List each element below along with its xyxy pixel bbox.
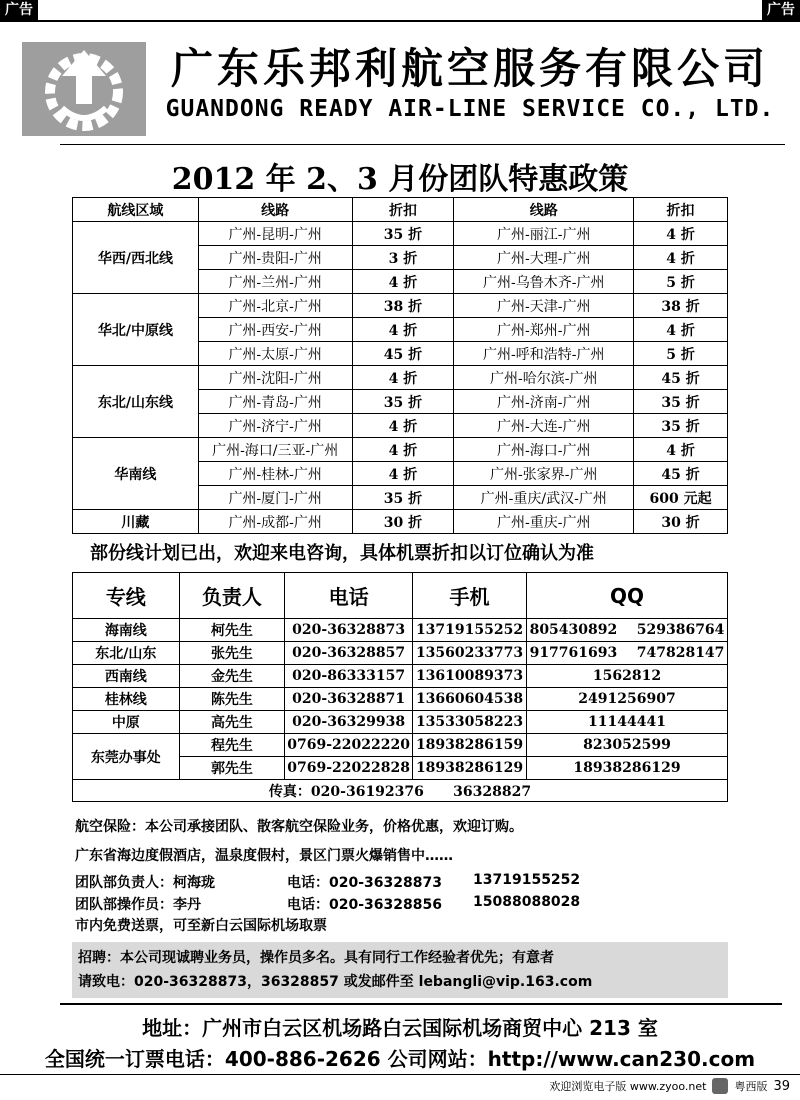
fax-cell: 传真：020-36192376 36328827 — [73, 780, 728, 802]
hotline-website: 全国统一订票电话：400-886-2626 公司网站：http://www.can230.com — [44, 1047, 756, 1071]
region-cell: 华北/中原线 — [73, 294, 199, 366]
route-cell: 广州-沈阳-广州 — [198, 366, 352, 390]
route-cell: 广州-天津-广州 — [454, 294, 634, 318]
header-route: 线路 — [454, 198, 634, 222]
phone-cell: 020-36329938 — [285, 711, 413, 734]
header-mobile: 手机 — [413, 573, 527, 619]
fare-table — [72, 197, 728, 534]
person-cell: 张先生 — [179, 642, 285, 665]
region-cell: 川藏 — [73, 510, 199, 534]
table-row — [73, 222, 728, 246]
discount-cell: 4 折 — [352, 270, 454, 294]
edition-label: 粤西版 — [734, 1080, 768, 1093]
discount-cell: 4 折 — [352, 366, 454, 390]
route-cell: 广州-大理-广州 — [454, 246, 634, 270]
table-row — [73, 294, 728, 318]
route-cell: 广州-丽江-广州 — [454, 222, 634, 246]
mobile-cell: 13660604538 — [413, 688, 527, 711]
table-row — [73, 642, 728, 665]
table-row — [73, 711, 728, 734]
line-cell: 桂林线 — [73, 688, 180, 711]
discount-cell: 4 折 — [352, 318, 454, 342]
dept-operator-line — [75, 894, 725, 914]
header-region: 航线区域 — [73, 198, 199, 222]
fare-table-header — [73, 198, 728, 222]
person-cell: 郭先生 — [179, 757, 285, 780]
route-cell: 广州-张家界-广州 — [454, 462, 634, 486]
policy-title: 2012 年 2、3 月份团队特惠政策 — [171, 162, 629, 197]
line-cell: 东北/山东 — [73, 642, 180, 665]
table-row — [73, 688, 728, 711]
route-cell: 广州-昆明-广州 — [198, 222, 352, 246]
insurance-text: 航空保险：本公司承接团队、散客航空保险业务，价格优惠，欢迎订购。 — [75, 819, 523, 835]
route-cell: 广州-兰州-广州 — [198, 270, 352, 294]
footer-divider — [60, 1003, 782, 1005]
edition-badge-icon — [712, 1078, 728, 1094]
discount-cell: 4 折 — [634, 318, 728, 342]
booking-notice: 部份线计划已出，欢迎来电咨询，具体机票折扣以订位确认为准 — [90, 543, 594, 564]
region-cell: 东北/山东线 — [73, 366, 199, 438]
table-row — [73, 665, 728, 688]
header-person: 负责人 — [179, 573, 285, 619]
route-cell: 广州-成都-广州 — [198, 510, 352, 534]
route-cell: 广州-厦门-广州 — [198, 486, 352, 510]
discount-cell: 4 折 — [634, 246, 728, 270]
fax-row — [73, 780, 728, 802]
header-qq: QQ — [527, 573, 728, 619]
region-cell: 华西/西北线 — [73, 222, 199, 294]
discount-cell: 5 折 — [634, 342, 728, 366]
phone-cell: 020-36328871 — [285, 688, 413, 711]
discount-cell: 45 折 — [634, 366, 728, 390]
route-cell: 广州-北京-广州 — [198, 294, 352, 318]
route-cell: 广州-呼和浩特-广州 — [454, 342, 634, 366]
contact-table — [72, 572, 728, 802]
discount-cell: 35 折 — [634, 414, 728, 438]
company-name-en: GUANDONG READY AIR-LINE SERVICE CO., LTD. — [165, 96, 775, 122]
phone-cell: 020-36328873 — [285, 619, 413, 642]
ad-label-left: 广告 — [0, 0, 38, 20]
mobile-cell: 13560233773 — [413, 642, 527, 665]
mobile-cell: 18938286129 — [413, 757, 527, 780]
mobile-cell: 13610089373 — [413, 665, 527, 688]
manager-phone: 电话：020-36328873 — [287, 875, 442, 891]
company-address: 地址：广州市白云区机场路白云国际机场商贸中心 213 室 — [142, 1016, 658, 1040]
table-row — [73, 734, 728, 757]
page-footer — [549, 1078, 790, 1094]
header-phone: 电话 — [285, 573, 413, 619]
discount-cell: 4 折 — [634, 438, 728, 462]
route-cell: 广州-大连-广州 — [454, 414, 634, 438]
route-cell: 广州-贵阳-广州 — [198, 246, 352, 270]
qq-cell: 2491256907 — [527, 688, 728, 711]
mobile-cell: 13719155252 — [413, 619, 527, 642]
table-row — [73, 510, 728, 534]
header-discount: 折扣 — [352, 198, 454, 222]
discount-cell: 5 折 — [634, 270, 728, 294]
delivery-text: 市内免费送票，可至新白云国际机场取票 — [75, 918, 327, 934]
discount-cell: 35 折 — [352, 222, 454, 246]
operator-label: 团队部操作员：李丹 — [75, 897, 201, 913]
footer-text: 欢迎浏览电子版 www.zyoo.net — [549, 1080, 707, 1093]
ad-label-right: 广告 — [762, 0, 800, 20]
table-row — [73, 438, 728, 462]
recruit-line-1: 招聘：本公司现诚聘业务员，操作员多名。具有同行工作经验者优先；有意者 — [78, 950, 554, 966]
company-logo — [22, 42, 146, 136]
route-cell: 广州-青岛-广州 — [198, 390, 352, 414]
route-cell: 广州-郑州-广州 — [454, 318, 634, 342]
person-cell: 程先生 — [179, 734, 285, 757]
route-cell: 广州-哈尔滨-广州 — [454, 366, 634, 390]
region-cell: 华南线 — [73, 438, 199, 510]
route-cell: 广州-海口-广州 — [454, 438, 634, 462]
resort-text: 广东省海边度假酒店，温泉度假村，景区门票火爆销售中…… — [75, 848, 453, 864]
phone-cell: 0769-22022220 — [285, 734, 413, 757]
route-cell: 广州-重庆/武汉-广州 — [454, 486, 634, 510]
phone-cell: 0769-22022828 — [285, 757, 413, 780]
qq-cell: 823052599 — [527, 734, 728, 757]
line-cell: 东莞办事处 — [73, 734, 180, 780]
route-cell: 广州-桂林-广州 — [198, 462, 352, 486]
person-cell: 柯先生 — [179, 619, 285, 642]
discount-cell: 30 折 — [634, 510, 728, 534]
qq-cell: 805430892 529386764 — [527, 619, 728, 642]
discount-cell: 600 元起 — [634, 486, 728, 510]
phone-cell: 020-36328857 — [285, 642, 413, 665]
contact-table-header — [73, 573, 728, 619]
discount-cell: 45 折 — [634, 462, 728, 486]
manager-label: 团队部负责人：柯海珑 — [75, 875, 215, 891]
mobile-cell: 13533058223 — [413, 711, 527, 734]
discount-cell: 45 折 — [352, 342, 454, 366]
discount-cell: 35 折 — [352, 486, 454, 510]
qq-cell: 11144441 — [527, 711, 728, 734]
header-route: 线路 — [198, 198, 352, 222]
operator-mobile: 15088088028 — [473, 894, 581, 910]
recruit-box — [72, 942, 728, 998]
discount-cell: 4 折 — [634, 222, 728, 246]
discount-cell: 4 折 — [352, 438, 454, 462]
dept-manager-line — [75, 872, 725, 892]
route-cell: 广州-济南-广州 — [454, 390, 634, 414]
manager-mobile: 13719155252 — [473, 872, 581, 888]
table-row — [73, 366, 728, 390]
person-cell: 金先生 — [179, 665, 285, 688]
qq-cell: 18938286129 — [527, 757, 728, 780]
qq-cell: 917761693 747828147 — [527, 642, 728, 665]
discount-cell: 3 折 — [352, 246, 454, 270]
header-discount: 折扣 — [634, 198, 728, 222]
route-cell: 广州-太原-广州 — [198, 342, 352, 366]
header-divider — [60, 144, 785, 145]
top-divider — [0, 20, 800, 22]
header-line: 专线 — [73, 573, 180, 619]
route-cell: 广州-西安-广州 — [198, 318, 352, 342]
line-cell: 西南线 — [73, 665, 180, 688]
qq-cell: 1562812 — [527, 665, 728, 688]
line-cell: 中原 — [73, 711, 180, 734]
logo-emblem-icon — [22, 42, 146, 136]
discount-cell: 30 折 — [352, 510, 454, 534]
discount-cell: 38 折 — [634, 294, 728, 318]
route-cell: 广州-重庆-广州 — [454, 510, 634, 534]
mobile-cell: 18938286159 — [413, 734, 527, 757]
route-cell: 广州-海口/三亚-广州 — [198, 438, 352, 462]
discount-cell: 35 折 — [352, 390, 454, 414]
discount-cell: 4 折 — [352, 462, 454, 486]
page-divider — [0, 1074, 800, 1075]
recruit-line-2: 请致电：020-36328873，36328857 或发邮件至 lebangli@vip.163.com — [78, 974, 593, 990]
person-cell: 陈先生 — [179, 688, 285, 711]
discount-cell: 4 折 — [352, 414, 454, 438]
table-row — [73, 619, 728, 642]
route-cell: 广州-济宁-广州 — [198, 414, 352, 438]
page-number: 39 — [773, 1078, 790, 1094]
person-cell: 高先生 — [179, 711, 285, 734]
route-cell: 广州-乌鲁木齐-广州 — [454, 270, 634, 294]
discount-cell: 35 折 — [634, 390, 728, 414]
company-name-cn: 广东乐邦利航空服务有限公司 — [170, 44, 769, 93]
discount-cell: 38 折 — [352, 294, 454, 318]
operator-phone: 电话：020-36328856 — [287, 897, 442, 913]
phone-cell: 020-86333157 — [285, 665, 413, 688]
line-cell: 海南线 — [73, 619, 180, 642]
